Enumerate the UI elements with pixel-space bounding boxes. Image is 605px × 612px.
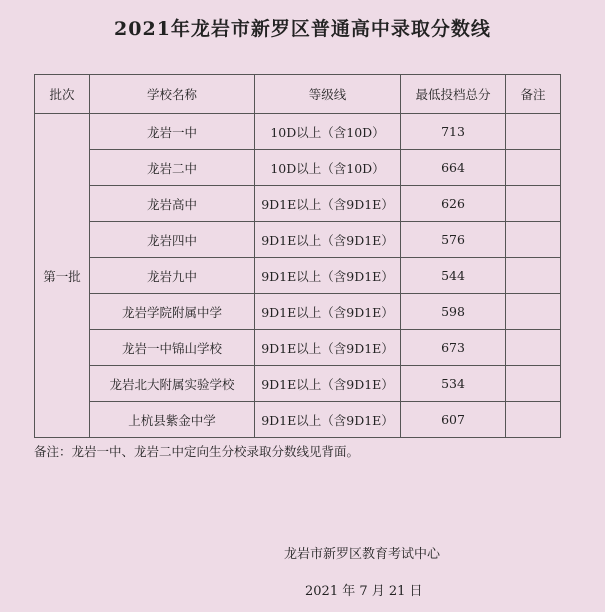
table-row xyxy=(35,114,561,150)
header-batch: 批次 xyxy=(35,75,90,114)
grade-line-cell: 10D以上（含10D） xyxy=(255,150,401,186)
school-name-cell: 上杭县紫金中学 xyxy=(90,402,255,438)
min-score-cell: 626 xyxy=(401,186,506,222)
table-header-row xyxy=(35,75,561,114)
min-score-cell: 576 xyxy=(401,222,506,258)
grade-line-cell: 9D1E以上（含9D1E） xyxy=(255,294,401,330)
remark-cell xyxy=(506,186,561,222)
school-name-cell: 龙岩四中 xyxy=(90,222,255,258)
min-score-cell: 713 xyxy=(401,114,506,150)
footnote: 备注：龙岩一中、龙岩二中定向生分校录取分数线见背面。 xyxy=(34,444,360,459)
remark-cell xyxy=(506,114,561,150)
table-row xyxy=(35,186,561,222)
school-name-cell: 龙岩九中 xyxy=(90,258,255,294)
table-row xyxy=(35,258,561,294)
min-score-cell: 664 xyxy=(401,150,506,186)
school-name-cell: 龙岩一中 xyxy=(90,114,255,150)
table-row xyxy=(35,330,561,366)
remark-cell xyxy=(506,402,561,438)
grade-line-cell: 10D以上（含10D） xyxy=(255,114,401,150)
grade-line-cell: 9D1E以上（含9D1E） xyxy=(255,258,401,294)
school-name-cell: 龙岩学院附属中学 xyxy=(90,294,255,330)
grade-line-cell: 9D1E以上（含9D1E） xyxy=(255,330,401,366)
remark-cell xyxy=(506,258,561,294)
grade-line-cell: 9D1E以上（含9D1E） xyxy=(255,366,401,402)
remark-cell xyxy=(506,150,561,186)
table-row xyxy=(35,150,561,186)
min-score-cell: 534 xyxy=(401,366,506,402)
table-row xyxy=(35,402,561,438)
remark-cell xyxy=(506,222,561,258)
school-name-cell: 龙岩高中 xyxy=(90,186,255,222)
remark-cell xyxy=(506,294,561,330)
batch-cell: 第一批 xyxy=(35,114,90,438)
min-score-cell: 607 xyxy=(401,402,506,438)
grade-line-cell: 9D1E以上（含9D1E） xyxy=(255,222,401,258)
header-remark: 备注 xyxy=(506,75,561,114)
school-name-cell: 龙岩二中 xyxy=(90,150,255,186)
min-score-cell: 673 xyxy=(401,330,506,366)
issuer: 龙岩市新罗区教育考试中心 xyxy=(284,547,441,562)
min-score-cell: 544 xyxy=(401,258,506,294)
remark-cell xyxy=(506,330,561,366)
document-title: 2021年龙岩市新罗区普通高中录取分数线 xyxy=(114,18,491,40)
remark-cell xyxy=(506,366,561,402)
table-row xyxy=(35,294,561,330)
school-name-cell: 龙岩一中锦山学校 xyxy=(90,330,255,366)
header-school: 学校名称 xyxy=(90,75,255,114)
min-score-cell: 598 xyxy=(401,294,506,330)
grade-line-cell: 9D1E以上（含9D1E） xyxy=(255,402,401,438)
table-body xyxy=(35,114,561,438)
issue-date: 2021 年 7 月 21 日 xyxy=(305,584,423,599)
header-grade: 等级线 xyxy=(255,75,401,114)
admission-score-table xyxy=(34,74,561,438)
table-row xyxy=(35,222,561,258)
table-row xyxy=(35,366,561,402)
grade-line-cell: 9D1E以上（含9D1E） xyxy=(255,186,401,222)
header-score: 最低投档总分 xyxy=(401,75,506,114)
school-name-cell: 龙岩北大附属实验学校 xyxy=(90,366,255,402)
